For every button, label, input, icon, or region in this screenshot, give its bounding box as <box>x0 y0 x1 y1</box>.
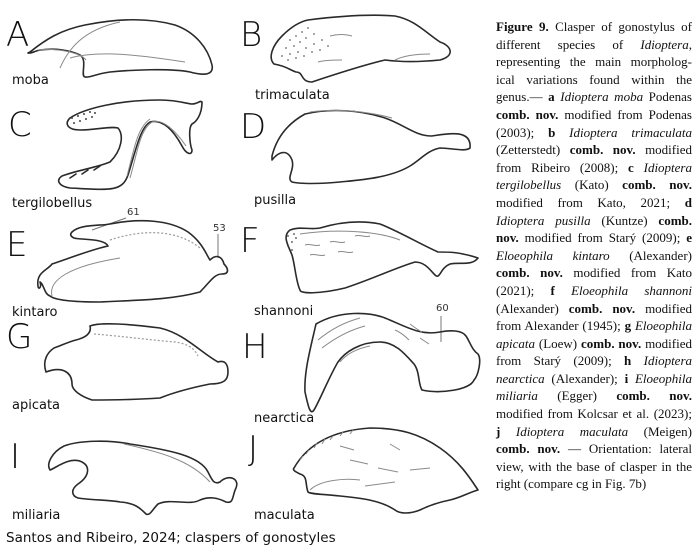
caption-entry-e: e Eloeophila kintaro (Alexander) comb. nov. modified from Kato (2021); <box>496 230 692 298</box>
caption-entry-a: a Idioptera moba Podenas comb. nov. modified from Podenas (2003); <box>496 89 692 140</box>
species-label: kintaro <box>12 305 58 320</box>
figure-label: Figure 9. <box>496 19 549 34</box>
panel-letter: H <box>242 327 268 367</box>
panel-letter: J <box>248 429 259 469</box>
caption-entry-j: j Idioptera maculata (Meigen) comb. nov. — Orientation: lateral view, with the base of clasper in the right (compare cg in Fig. 7b) <box>496 423 693 492</box>
panel-letter: D <box>240 107 267 147</box>
figure-caption: Figure 9. Clasper of gonostylus of different species of Idioptera, representing the main morpholog-ical variations found within the genus.— a Idioptera moba Podenas comb. nov. modified from Podenas (2003); b Idioptera trimaculata (Zetterstedt) comb. nov. modified from Ribeiro (2008); c Idioptera tergilobellus (Kato) comb. nov. modified from Kato, 2021; d Idioptera pusilla (Kuntze) comb. nov. modified from Starý (2009); e Eloeophila kintaro (Alexander) comb. nov. modified from Kato (2021); f Eloeophila shannoni (Alexander) comb. nov. modified from Alexander (1945); g Eloeophila apicata (Loew) comb. nov. modified from Starý (2009); h Idioptera nearctica (Alexander); i Eloeophila miliaria (Egger) comb. nov. modified from Kolcsar et al. (2023); j Idioptera maculata (Meigen) comb. nov. — Orientation: lateral view, with the base of clasper in the right (compare cg in Fig. 7b) <box>496 19 693 492</box>
genus-name: Idioptera <box>640 36 689 52</box>
caption-entry-f: f Eloeophila shannoni (Alexander) comb. nov. modified from Alexander (1945); <box>496 282 692 334</box>
species-label: nearctica <box>254 411 315 426</box>
species-label: moba <box>12 73 49 88</box>
panel-letter: G <box>6 317 33 357</box>
panel-letter: B <box>240 15 263 55</box>
caption-entry-c: c Idioptera tergilobellus (Kato) comb. nov. modified from Kato, 2021; <box>496 159 693 210</box>
caption-entry-b: b Idioptera trimaculata (Zetterstedt) comb. nov. modified from Ribeiro (2008); <box>496 124 693 175</box>
caption-entry-d: d Idioptera pusilla (Kuntze) comb. nov. modified from Starý (2009); <box>496 194 693 246</box>
callout-label: 53 <box>213 223 226 234</box>
caption-entry-g: g Eloeophila apicata (Loew) comb. nov. modified from Starý (2009); <box>496 318 693 369</box>
species-label: apicata <box>12 398 61 413</box>
species-label: tergilobellus <box>12 196 93 211</box>
caption-entry-h: h Idioptera nearctica (Alexander); <box>496 353 693 386</box>
panel-letter: A <box>6 15 30 55</box>
callout-label: 61 <box>127 207 140 218</box>
image-credit: Santos and Ribeiro, 2024; claspers of gonostyles <box>6 530 336 546</box>
panel-letter: E <box>6 225 28 265</box>
species-label: shannoni <box>254 304 314 319</box>
caption-entry-i: i Eloeophila miliaria (Egger) comb. nov. modified from Kolcsar et al. (2023); <box>496 370 693 422</box>
species-label: miliaria <box>12 508 61 523</box>
panel-letter: F <box>240 221 260 261</box>
species-label: pusilla <box>254 193 297 208</box>
species-label: maculata <box>254 508 315 523</box>
species-label: trimaculata <box>255 88 330 103</box>
callout-label: 60 <box>436 303 449 314</box>
panel-letter: C <box>8 105 32 145</box>
panel-letter: I <box>10 437 21 477</box>
